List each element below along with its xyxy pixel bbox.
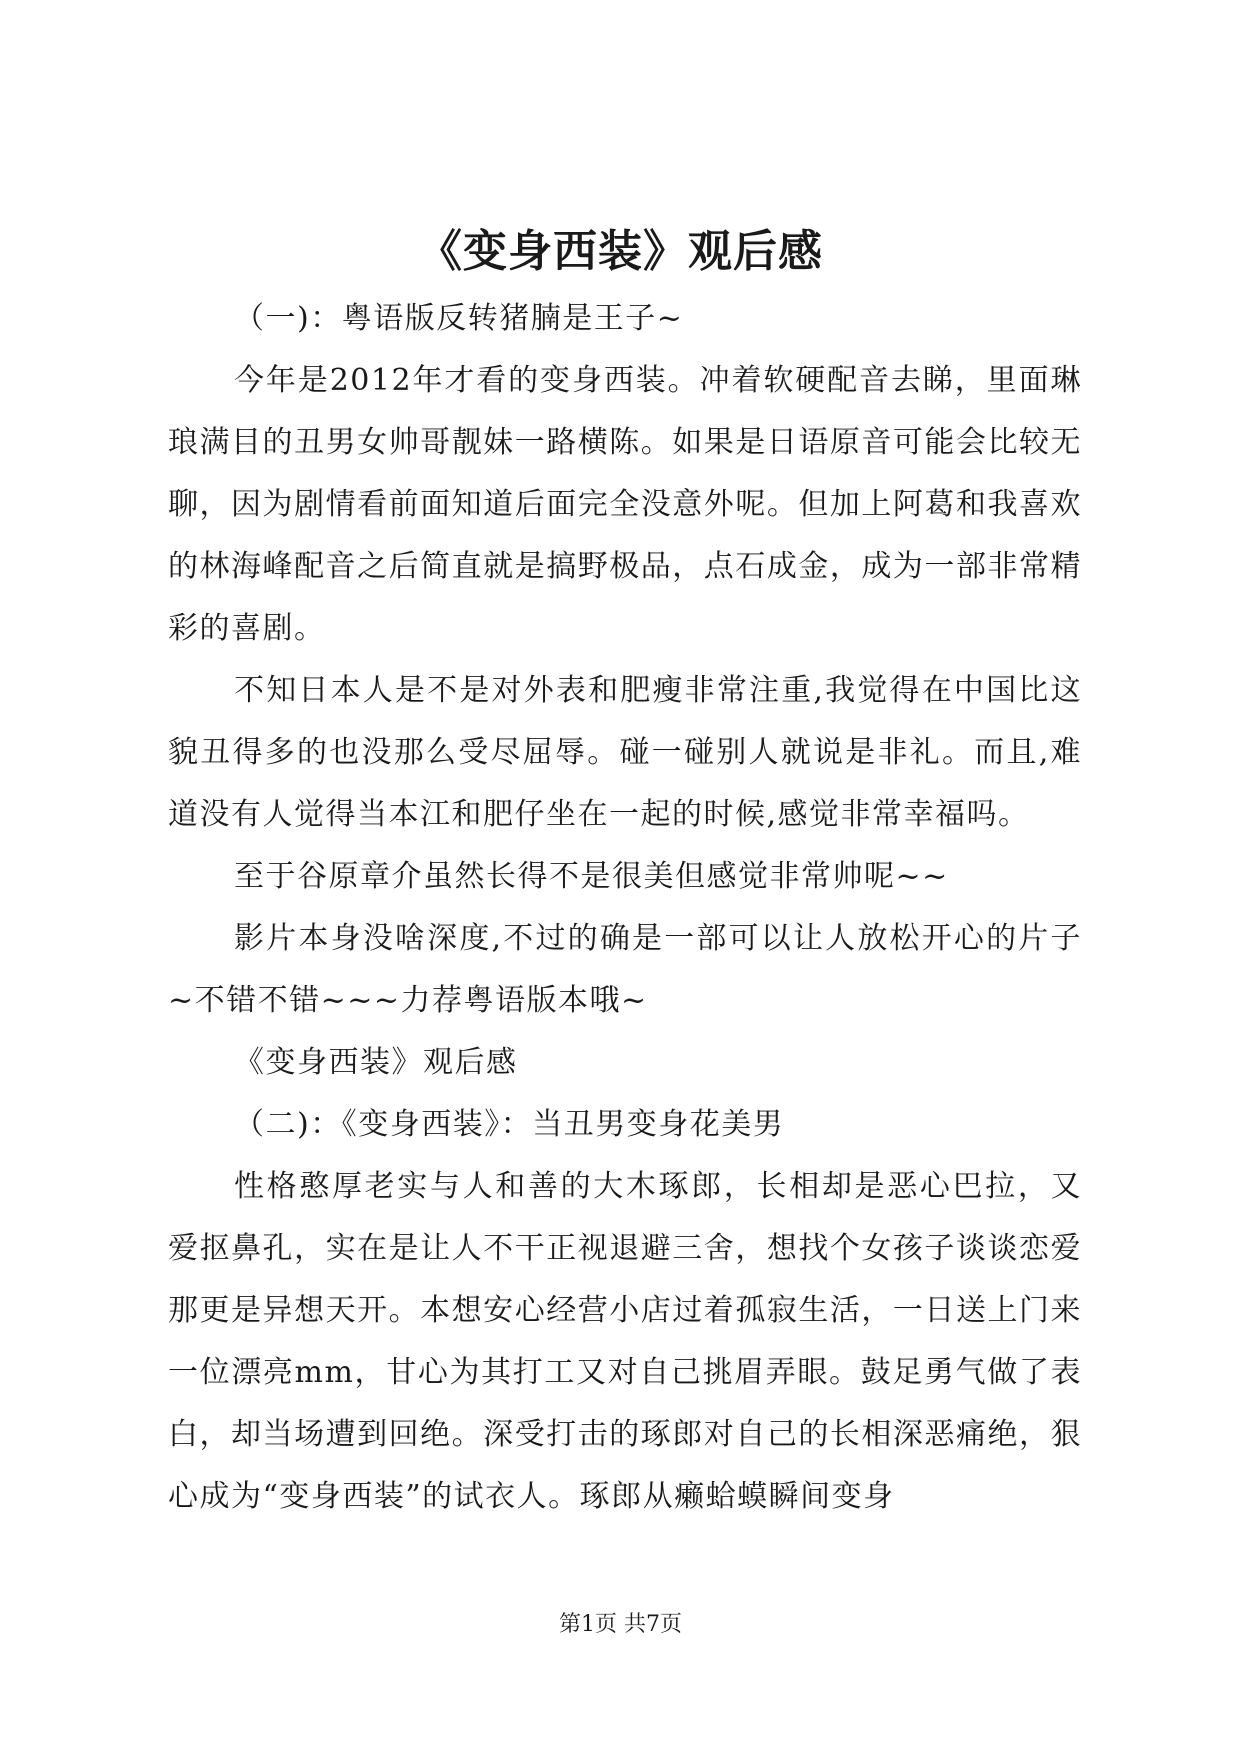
paragraph: 至于谷原章介虽然长得不是很美但感觉非常帅呢~~ [234,859,949,894]
paragraph: 不知日本人是不是对外表和肥瘦非常注重,我觉得在中国比这貌丑得多的也没那么受尽屈辱。碰一碰别人就说是非礼。而且,难道没有人觉得当本江和肥仔坐在一起的时候,感觉非常幸福吗。 [168,673,1082,832]
paragraph: 影片本身没啥深度,不过的确是一部可以让人放松开心的片子~不错不错~~~力荐粤语版本哦~ [168,921,1082,1018]
paragraph: 今年是2012年才看的变身西装。冲着软硬配音去睇，里面琳琅满目的丑男女帅哥靓妹一路横陈。如果是日语原音可能会比较无聊，因为剧情看前面知道后面完全没意外呢。但加上阿葛和我喜欢的林海峰配音之后简直就是搞野极品，点石成金，成为一部非常精彩的喜剧。 [168,363,1082,646]
paragraph: 性格憨厚老实与人和善的大木琢郎，长相却是恶心巴拉，又爱抠鼻孔，实在是让人不干正视退避三舍，想找个女孩子谈谈恋爱那更是异想天开。本想安心经营小店过着孤寂生活，一日送上门来一位漂亮mm，甘心为其打工又对自己挑眉弄眼。鼓足勇气做了表白，却当场遭到回绝。深受打击的琢郎对自己的长相深恶痛绝，狠心成为“变身西装”的试衣人。琢郎从癞蛤蟆瞬间变身 [168,1169,1082,1514]
page-number-footer: 第1页 共7页 [559,1612,682,1637]
repeated-title-line: 《变身西装》观后感 [234,1045,518,1080]
section-heading-2: （二)：《变身西装》：当丑男变身花美男 [234,1107,785,1142]
document-body [168,288,1082,1528]
document-title: 《变身西装》观后感 [418,226,823,277]
section-heading-1: （一)：粤语版反转猪腩是王子~ [234,301,684,336]
